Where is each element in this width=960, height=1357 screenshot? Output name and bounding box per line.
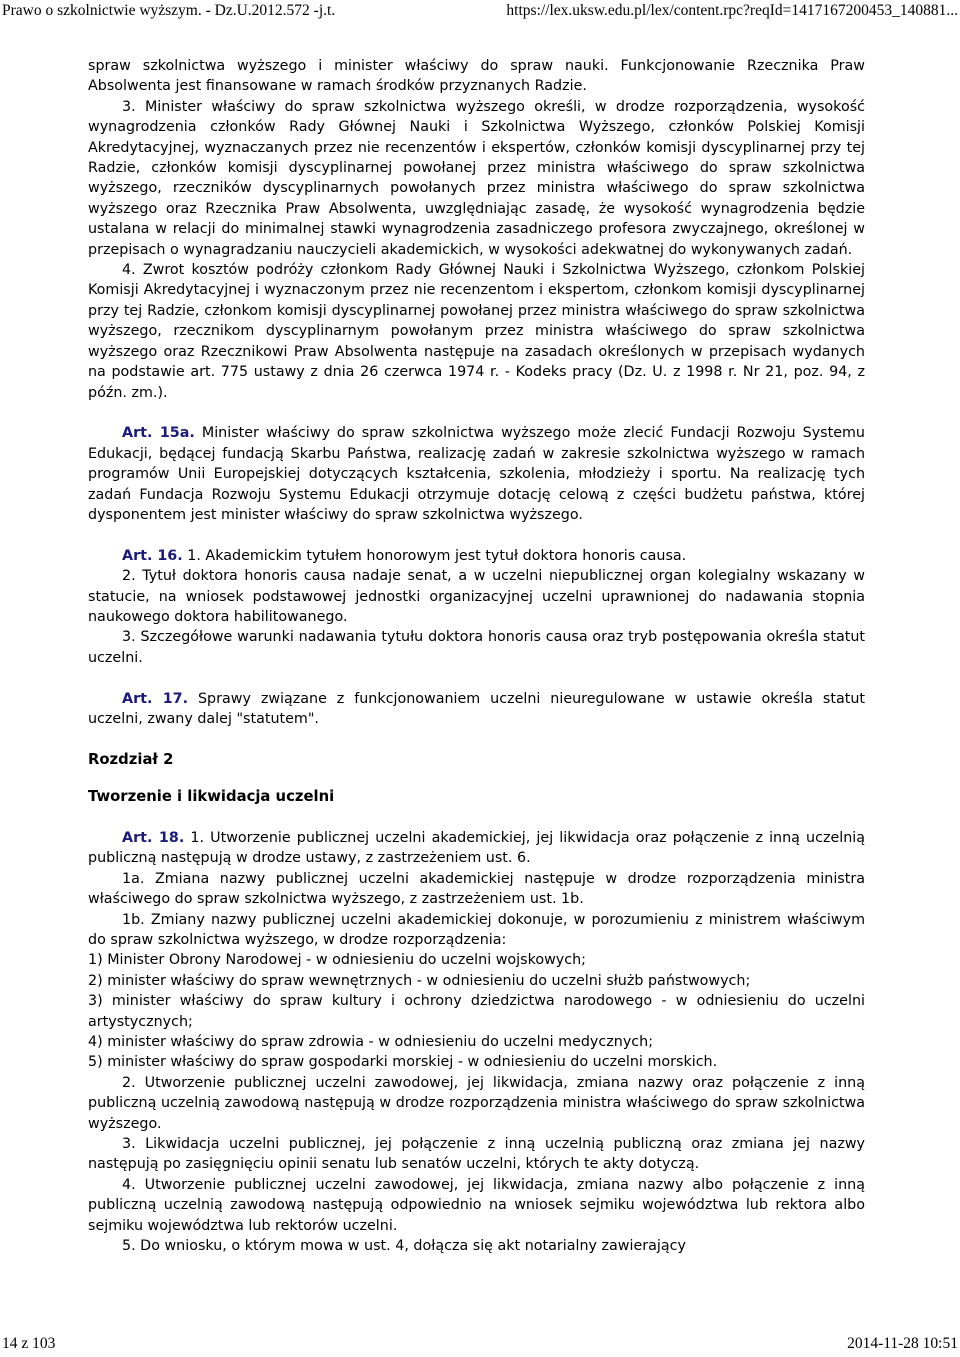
paragraph: 3. Likwidacja uczelni publicznej, jej połączenie z inną uczelnią publiczną oraz zmiana jej nazwy następują po zasięgnięciu opinii senatu lub senatów uczelni, których te akty dotyczą.	[88, 1136, 865, 1173]
list-item: 3) minister właściwy do spraw kultury i ochrony dziedzictwa narodowego - w odniesieniu do uczelni artystycznych;	[88, 993, 865, 1030]
article-text: Sprawy związane z funkcjonowaniem uczelni nieuregulowane w ustawie określa statut uczelni, zwany dalej "statutem".	[88, 690, 866, 727]
paragraph: 4. Utworzenie publicznej uczelni zawodowej, jej likwidacja, zmiana nazwy albo połączenie z inną publiczną uczelnią zawodową następują odpowiednio na wniosek sejmiku województwa lub rektora albo sejmiku województwa lub rektorów uczelni.	[88, 1176, 865, 1234]
chapter-title: Tworzenie i likwidacja uczelni	[88, 788, 335, 806]
article-text: Minister właściwy do spraw szkolnictwa wyższego może zlecić Fundacji Rozwoju Systemu Edukacji, będącej fundacją Skarbu Państwa, realizację zadań w zakresie szkolnictwa wyższego w ramach programów Unii Europejskiej dotyczących kształcenia, szkolenia, młodzieży i sportu. Na realizację tych zadań Fundacja Rozwoju Systemu Edukacji otrzymuje dotację celową z części budżetu państwa, której dysponentem jest minister właściwy do spraw szkolnictwa wyższego.	[88, 425, 865, 523]
paragraph: 3. Szczegółowe warunki nadawania tytułu doktora honoris causa oraz tryb postępowania określa statut uczelni.	[88, 629, 865, 666]
document-body	[88, 56, 865, 1256]
article-15a	[88, 423, 865, 525]
chapter-heading: Rozdział 2	[88, 750, 174, 768]
article-label[interactable]: Art. 16.	[122, 547, 183, 564]
page-counter: 14 z 103	[2, 1335, 56, 1352]
print-timestamp: 2014-11-28 10:51	[847, 1335, 958, 1352]
article-18	[88, 828, 865, 869]
paragraph: 1a. Zmiana nazwy publicznej uczelni akademickiej następuje w drodze rozporządzenia ministra właściwego do spraw szkolnictwa wyższego, z zastrzeżeniem ust. 1b.	[88, 870, 865, 908]
list-item: 4) minister właściwy do spraw zdrowia - w odniesieniu do uczelni medycznych;	[88, 1034, 654, 1051]
paragraph: 2. Utworzenie publicznej uczelni zawodowej, jej likwidacja, zmiana nazwy oraz połączenie z inną publiczną uczelnią zawodową następują w drodze rozporządzenia ministra właściwego do spraw szkolnictwa wyższego.	[88, 1074, 865, 1132]
article-text: 1. Utworzenie publicznej uczelni akademickiej, jej likwidacja oraz połączenie z inną uczelnią publiczną następują w drodze ustawy, z zastrzeżeniem ust. 6.	[88, 829, 866, 867]
paragraph: 2. Tytuł doktora honoris causa nadaje senat, a w uczelni niepublicznej organ kolegialny wskazany w statucie, na wniosek podstawowej jednostki organizacyjnej uczelni uprawnionej do nadawania stopnia naukowego doktora habilitowanego.	[88, 568, 865, 625]
print-footer	[0, 1333, 960, 1355]
print-header	[0, 0, 960, 22]
paragraph: 3. Minister właściwy do spraw szkolnictwa wyższego określi, w drodze rozporządzenia, wysokość wynagrodzenia członków Rady Głównej Nauki i Szkolnictwa Wyższego, członków Polskiej Komisji Akredytacyjnej, wyznaczanych przez nie recenzentów i ekspertów, członków komisji dyscyplinarnej przy tej Radzie, członków komisji dyscyplinarnej powołanej przez ministra właściwego do spraw szkolnictwa wyższego, rzeczników dyscyplinarnych powołanych przez ministra właściwego do spraw szkolnictwa wyższego oraz Rzecznika Praw Absolwenta, uwzględniając zasadę, że wysokość wynagrodzenia będzie ustalana w relacji do minimalnej stawki wynagrodzenia zasadniczego profesora zwyczajnego, określonej w przepisach o wynagradzaniu nauczycieli akademickich, w wysokości adekwatnej do wykonywanych zadań.	[88, 98, 865, 258]
list-item: 5) minister właściwy do spraw gospodarki morskiej - w odniesieniu do uczelni morskich.	[88, 1054, 718, 1071]
list-item: 1) Minister Obrony Narodowej - w odniesieniu do uczelni wojskowych;	[88, 952, 586, 969]
paragraph: spraw szkolnictwa wyższego i minister właściwy do spraw nauki. Funkcjonowanie Rzecznika Praw Absolwenta jest finansowane w ramach środków przyznanych Radzie.	[88, 58, 865, 95]
paragraph: 4. Zwrot kosztów podróży członkom Rady Głównej Nauki i Szkolnictwa Wyższego, członkom Polskiej Komisji Akredytacyjnej i wyznaczonym przez nie recenzentom i ekspertom, członkom komisji dyscyplinarnej przy tej Radzie, członkom komisji dyscyplinarnej powołanej przez ministra właściwego do spraw szkolnictwa wyższego, rzecznikom dyscyplinarnym powołanym przez ministra właściwego do spraw szkolnictwa wyższego oraz Rzecznikowi Praw Absolwenta następuje na zasadach określonych w przepisach wydanych na podstawie art. 775 ustawy z dnia 26 czerwca 1974 r. - Kodeks pracy (Dz. U. z 1998 r. Nr 21, poz. 94, z późn. zm.).	[88, 262, 865, 401]
article-label[interactable]: Art. 17.	[122, 690, 189, 707]
document-title: Prawo o szkolnictwie wyższym. - Dz.U.2012.572 -j.t.	[2, 2, 336, 19]
article-17	[88, 689, 865, 730]
document-url: https://lex.uksw.edu.pl/lex/content.rpc?reqId=1417167200453_140881...	[506, 2, 958, 19]
paragraph: 5. Do wniosku, o którym mowa w ust. 4, dołącza się akt notarialny zawierający	[122, 1238, 686, 1255]
article-text: 1. Akademickim tytułem honorowym jest tytuł doktora honoris causa.	[187, 547, 687, 564]
article-label[interactable]: Art. 18.	[122, 829, 185, 846]
paragraph: 1b. Zmiany nazwy publicznej uczelni akademickiej dokonuje, w porozumieniu z ministrem właściwym do spraw szkolnictwa wyższego, w drodze rozporządzenia:	[88, 911, 865, 948]
list-item: 2) minister właściwy do spraw wewnętrznych - w odniesieniu do uczelni służb państwowych;	[88, 972, 751, 989]
article-label[interactable]: Art. 15a.	[122, 425, 195, 442]
article-16	[88, 546, 865, 566]
